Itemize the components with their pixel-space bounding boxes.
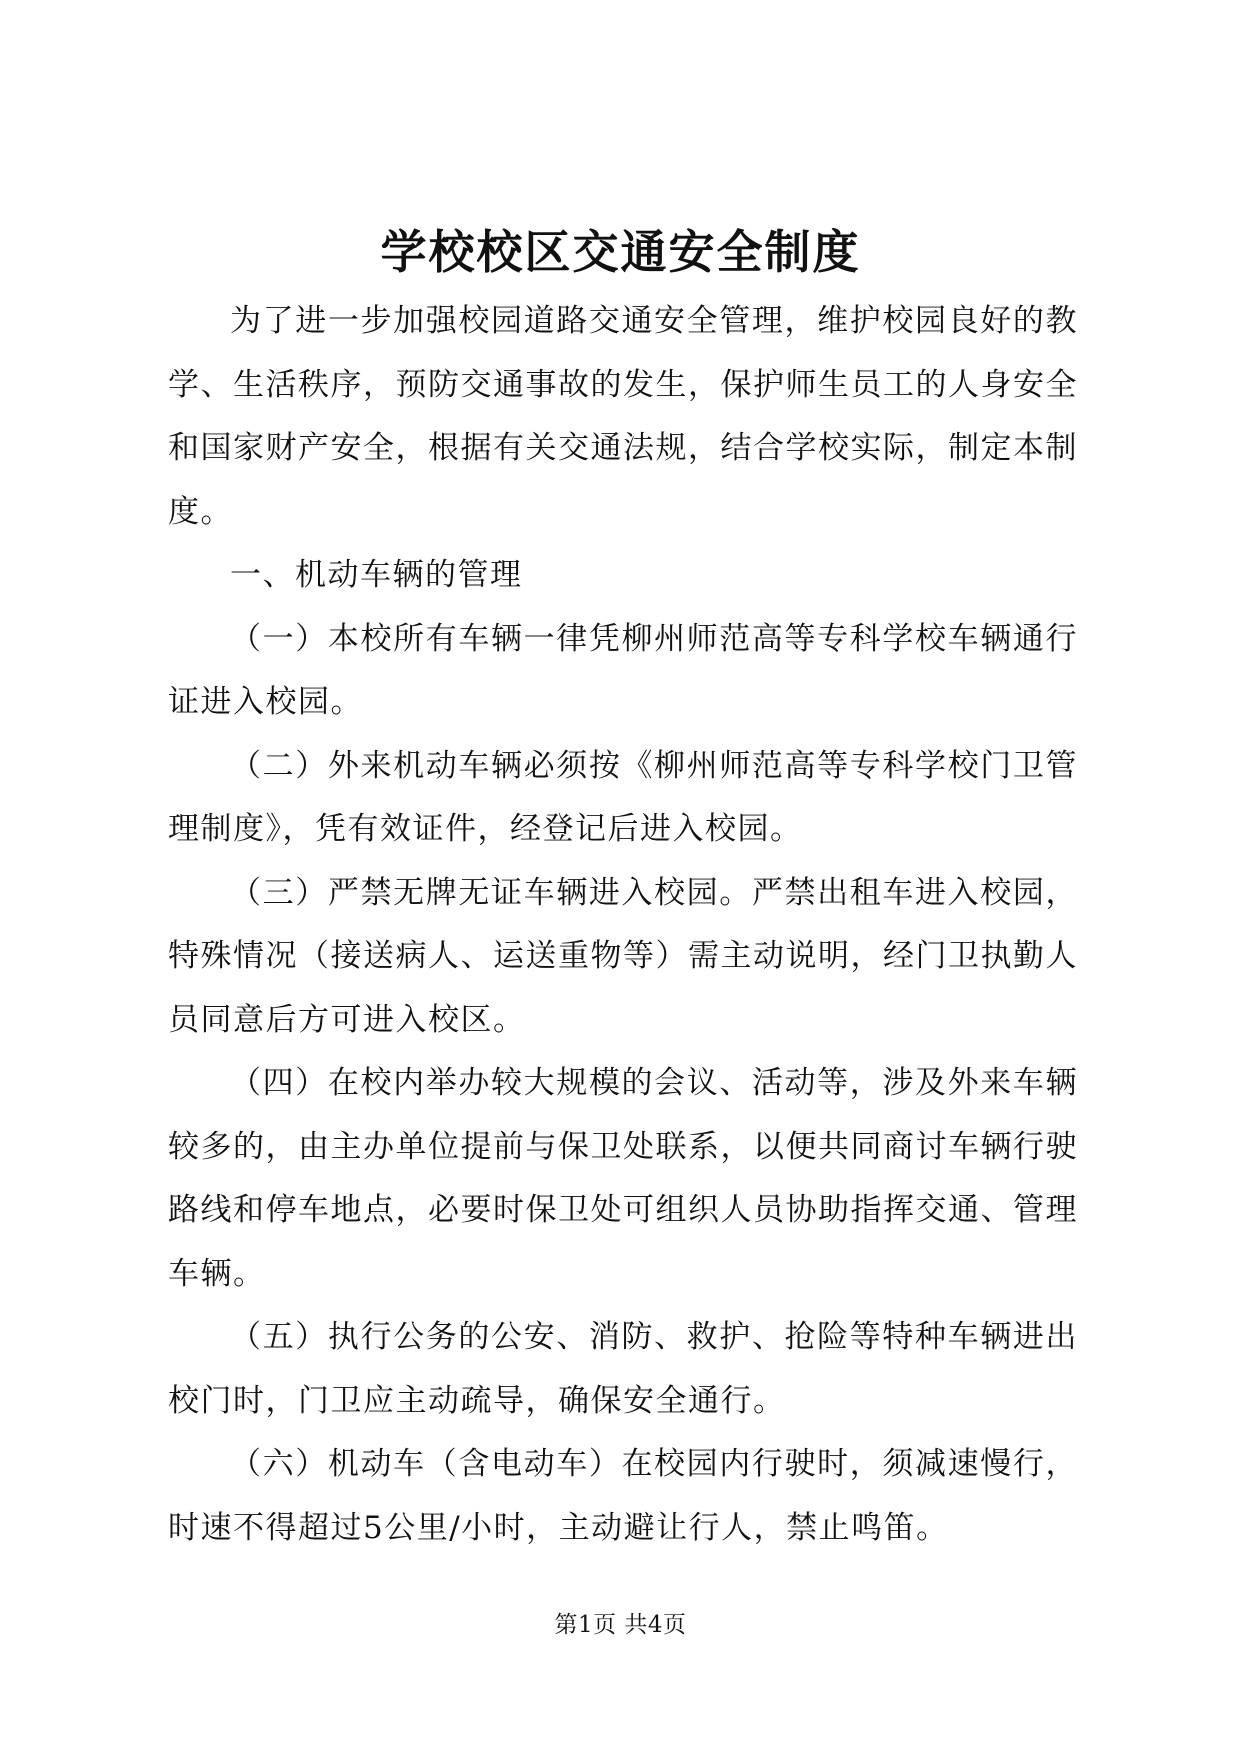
document-body: [168, 290, 1078, 1560]
intro-paragraph: 为了进一步加强校园道路交通安全管理，维护校园良好的教学、生活秩序，预防交通事故的发生，保护师生员工的人身安全和国家财产安全，根据有关交通法规，结合学校实际，制定本制度。: [168, 303, 1078, 530]
section-heading: 一、机动车辆的管理: [230, 557, 523, 593]
document-title: 学校校区交通安全制度: [380, 225, 861, 279]
clause-paragraph: （五）执行公务的公安、消防、救护、抢险等特种车辆进出校门时，门卫应主动疏导，确保安全通行。: [168, 1319, 1078, 1419]
clause-paragraph: （一）本校所有车辆一律凭柳州师范高等专科学校车辆通行证进入校园。: [168, 620, 1078, 720]
page-number: 第1页 共4页: [554, 1612, 687, 1638]
page-footer: [0, 1610, 1241, 1640]
clause-paragraph: （二）外来机动车辆必须按《柳州师范高等专科学校门卫管理制度》，凭有效证件，经登记后进入校园。: [168, 747, 1078, 847]
clause-paragraph: （三）严禁无牌无证车辆进入校园。严禁出租车进入校园，特殊情况（接送病人、运送重物等）需主动说明，经门卫执勤人员同意后方可进入校区。: [168, 874, 1078, 1038]
clause-paragraph: （四）在校内举办较大规模的会议、活动等，涉及外来车辆较多的，由主办单位提前与保卫处联系，以便共同商讨车辆行驶路线和停车地点，必要时保卫处可组织人员协助指挥交通、管理车辆。: [168, 1065, 1078, 1292]
clause-paragraph: （六）机动车（含电动车）在校园内行驶时，须减速慢行，时速不得超过5公里/小时，主动避让行人，禁止鸣笛。: [168, 1446, 1078, 1546]
